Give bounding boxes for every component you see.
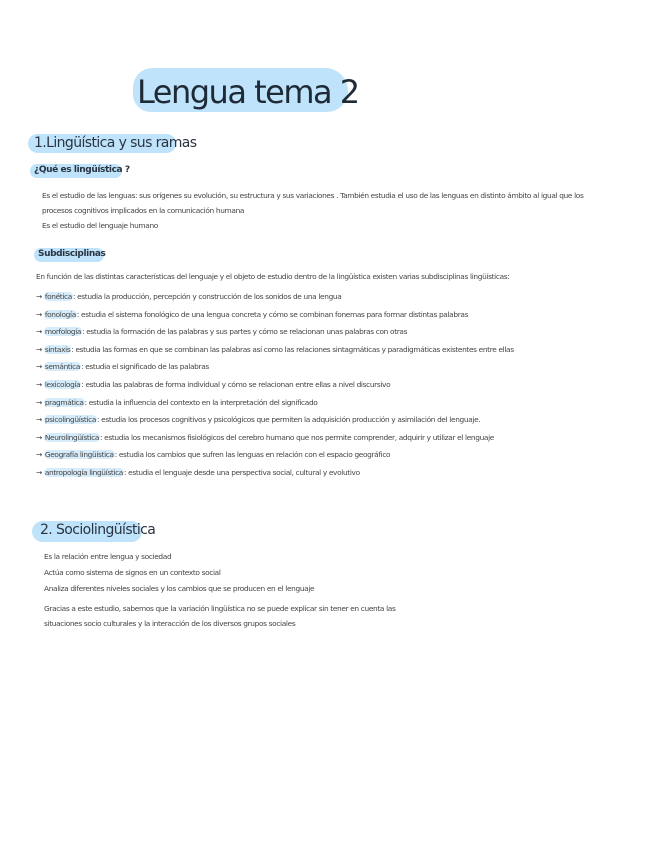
socio-paragraph-line-1: Gracias a este estudio, sabemos que la variación lingüística no se puede explicar sin tener en cuenta las [44,604,396,613]
subdisciplina-item [36,292,341,302]
arrow-icon: → [36,397,42,407]
subdisciplina-description: : estudia las formas en que se combinan las palabras así como las relaciones sintagmáticas y paradigmáticas existentes entre ellas [71,344,514,354]
socio-line-1: Es la relación entre lengua y sociedad [44,552,172,561]
subdisciplina-term: sintaxis [44,344,71,354]
subdisciplina-term: semántica [44,362,81,372]
socio-line-2: Actúa como sistema de signos en un contexto social [44,568,221,577]
subdisciplina-description: : estudia los cambios que sufren las lenguas en relación con el espacio geográfico [114,450,391,460]
arrow-icon: → [36,468,42,477]
arrow-icon: → [36,362,42,372]
subdisciplina-description: : estudia las palabras de forma individual y cómo se relacionan entre ellas a nivel discursivo [81,380,391,389]
subdisciplina-term: fonética [44,292,72,301]
question-heading: ¿Qué es lingüística ? [34,165,130,175]
subdisciplina-description: : estudia la influencia del contexto en la interpretación del significado [84,397,318,407]
definition-line-3: Es el estudio del lenguaje humano [42,221,158,230]
subdisciplina-item [36,433,494,443]
subdisciplina-term: morfología [44,327,82,337]
subdisciplinas-intro: En función de las distintas características del lenguaje y el objeto de estudio dentro de la lingüística existen varias subdisciplinas lingüísticas: [36,272,510,281]
subdisciplina-description: : estudia el lenguaje desde una perspectiva social, cultural y evolutivo [123,468,360,477]
subdisciplina-item [36,415,480,425]
arrow-icon: → [36,327,42,337]
section2-heading: 2. Sociolingüística [40,522,156,538]
subdisciplina-term: Geografía lingüística [44,450,114,460]
subdisciplina-item [36,310,468,320]
arrow-icon: → [36,292,42,301]
subdisciplina-description: : estudia la formación de las palabras y sus partes y cómo se relacionan unas palabras con otras [82,327,408,337]
arrow-icon: → [36,450,42,460]
subdisciplina-term: Neurolingüística [44,432,100,442]
arrow-icon: → [36,309,42,319]
subdisciplinas-heading: Subdisciplinas [38,249,106,259]
definition-line-2: procesos cognitivos implicados en la comunicación humana [42,206,245,215]
subdisciplina-description: : estudia los mecanismos fisiológicos del cerebro humano que nos permite comprender, adquirir y utilizar el lenguaje [100,432,494,442]
subdisciplina-item [36,345,514,355]
subdisciplina-item [36,468,360,478]
arrow-icon: → [36,344,42,354]
subdisciplina-term: fonología [44,309,76,319]
subdisciplina-term: lexicología [44,380,81,389]
page-title: Lengua tema 2 [137,73,359,111]
subdisciplina-item [36,398,317,408]
subdisciplina-term: psicolingüística [44,415,97,425]
arrow-icon: → [36,432,42,442]
subdisciplina-description: : estudia el sistema fonológico de una lengua concreta y cómo se combinan fonemas para formar distintas palabras [76,309,469,319]
subdisciplina-item [36,380,390,390]
subdisciplina-term: pragmática [44,397,84,407]
subdisciplina-description: : estudia los procesos cognitivos y psicológicos que permiten la adquisición producción y asimilación del lenguaje. [97,415,481,425]
section1-heading: 1.Lingüística y sus ramas [34,135,197,151]
arrow-icon: → [36,415,42,425]
subdisciplina-item [36,450,390,460]
subdisciplina-item [36,327,407,337]
socio-paragraph-line-2: situaciones socio culturales y la interacción de los diversos grupos sociales [44,619,296,628]
subdisciplina-description: : estudia la producción, percepción y construcción de los sonidos de una lengua [72,292,342,301]
title-block [133,62,359,122]
subdisciplina-item [36,362,209,372]
socio-line-3: Analiza diferentes niveles sociales y los cambios que se producen en el lenguaje [44,584,315,593]
subdisciplina-description: : estudia el significado de las palabras [81,362,209,372]
arrow-icon: → [36,380,42,389]
subdisciplina-term: antropología lingüística [44,468,123,477]
definition-line-1: Es el estudio de las lenguas: sus orígenes su evolución, su estructura y sus variaciones . También estudia el uso de las lenguas en distinto ámbito al igual que los [42,191,584,200]
